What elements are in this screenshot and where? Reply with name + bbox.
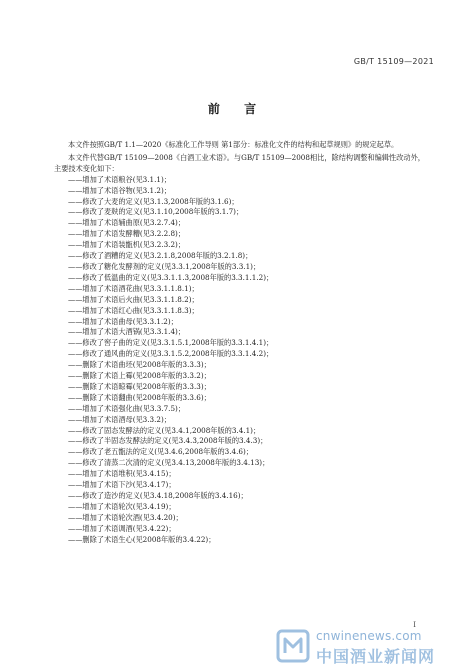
change-item: ——增加了术语调酒(见3.4.22)；	[68, 523, 176, 533]
watermark	[276, 627, 466, 665]
change-item: ——修改了麦麸的定义(见3.1.10,2008年版的3.1.7)；	[68, 207, 244, 217]
intro-paragraph: 本文件按照GB/T 1.1—2020《标准化工作导则 第1部分：标准化文件的结构和起草规则》的规定起草。	[68, 140, 399, 149]
change-item: ——删除了术语晾霉(见2008年版的3.3.3)；	[68, 381, 211, 391]
change-item: ——修改了低温曲的定义(见3.3.1.1.3,2008年版的3.3.1.1.2)；	[68, 272, 274, 282]
replace-paragraph: 本文件代替GB/T 15109—2008《白酒工业术语》。与GB/T 15109—2008相比，除结构调整和编辑性改动外，主要技术变化如下：	[54, 152, 425, 173]
change-item: ——修改了造沙的定义(见3.4.18,2008年版的3.4.16)；	[68, 491, 248, 500]
watermark-url: cnwinenews.com	[316, 629, 422, 643]
change-item: ——增加了术语轮次酒(见3.4.20)；	[68, 512, 183, 522]
page-number: I	[413, 621, 416, 629]
change-item: ——增加了术语后火曲(见3.3.1.1.8.2)；	[68, 294, 199, 304]
change-item: ——删除了术语生心(见2008年版的3.4.22)；	[68, 534, 216, 544]
change-item: ——删除了术语翻曲(见2008年版的3.3.6)；	[68, 392, 211, 402]
change-item: ——增加了术语粮谷(见3.1.1)；	[68, 174, 171, 184]
change-item: ——增加了术语发酵糟(见3.2.2.8)；	[68, 229, 186, 239]
change-item: ——修改了固态发酵法的定义(见3.4.1,2008年版的3.4.1)；	[68, 425, 261, 435]
change-item: ——增加了术语酒母(见3.3.2)；	[68, 414, 171, 424]
change-item: ——增加了术语谷物(见3.1.2)；	[68, 185, 171, 195]
watermark-name: 中国酒业新闻网	[316, 647, 436, 666]
watermark-logo-icon	[276, 629, 310, 663]
change-item: ——修改了糖化发酵剂的定义(见3.3.1,2008年版的3.3.1)；	[68, 261, 261, 271]
change-item: ——增加了术语堆积(见3.4.15)；	[68, 469, 176, 479]
change-item: ——增加了术语轮次(见3.4.19)；	[68, 501, 176, 511]
change-item: ——增加了术语辅曲原(见3.2.7.4)；	[68, 218, 186, 228]
change-item: ——增加了术语装甑机(见3.2.3.2)；	[68, 240, 186, 250]
technical-changes-list	[54, 175, 428, 546]
change-item: ——增加了术语曲母(见3.3.1.2)；	[68, 316, 178, 326]
change-item: ——增加了术语大酒锅(见3.3.1.4)；	[68, 327, 186, 337]
change-item: ——增加了术语红心曲(见3.3.1.1.8.3)；	[68, 305, 199, 315]
change-item: ——修改了清蒸二次清的定义(见3.4.13,2008年版的3.4.13)；	[68, 458, 270, 468]
change-item: ——修改了酒糟的定义(见3.2.1.8,2008年版的3.2.1.8)；	[68, 251, 253, 261]
change-item: ——删除了术语曲坯(见2008年版的3.3.3)；	[68, 360, 211, 370]
change-item: ——修改了大麦的定义(见3.1.3,2008年版的3.1.6)；	[68, 196, 239, 206]
change-item: ——增加了术语下沙(见3.4.17)；	[68, 480, 176, 490]
change-item: ——增加了术语强化曲(见3.3.7.5)；	[68, 403, 186, 413]
change-item: ——修改了窖子曲的定义(见3.3.1.5.1,2008年版的3.3.1.4.1)；	[68, 338, 274, 348]
change-item: ——修改了通风曲的定义(见3.3.1.5.2,2008年版的3.3.1.4.2)；	[68, 349, 274, 359]
change-item: ——增加了术语酒花曲(见3.3.1.1.8.1)；	[68, 283, 199, 293]
change-item: ——修改了半固态发酵法的定义(见3.4.3,2008年版的3.4.3)；	[68, 436, 268, 446]
change-item: ——删除了术语上霉(见2008年版的3.3.2)；	[68, 371, 211, 381]
document-body	[54, 140, 428, 546]
change-item: ——修改了老五甑法的定义(见3.4.6,2008年版的3.4.6)；	[68, 447, 253, 457]
standard-code: GB/T 15109—2021	[353, 57, 434, 66]
page-title: 前 言	[207, 102, 267, 116]
